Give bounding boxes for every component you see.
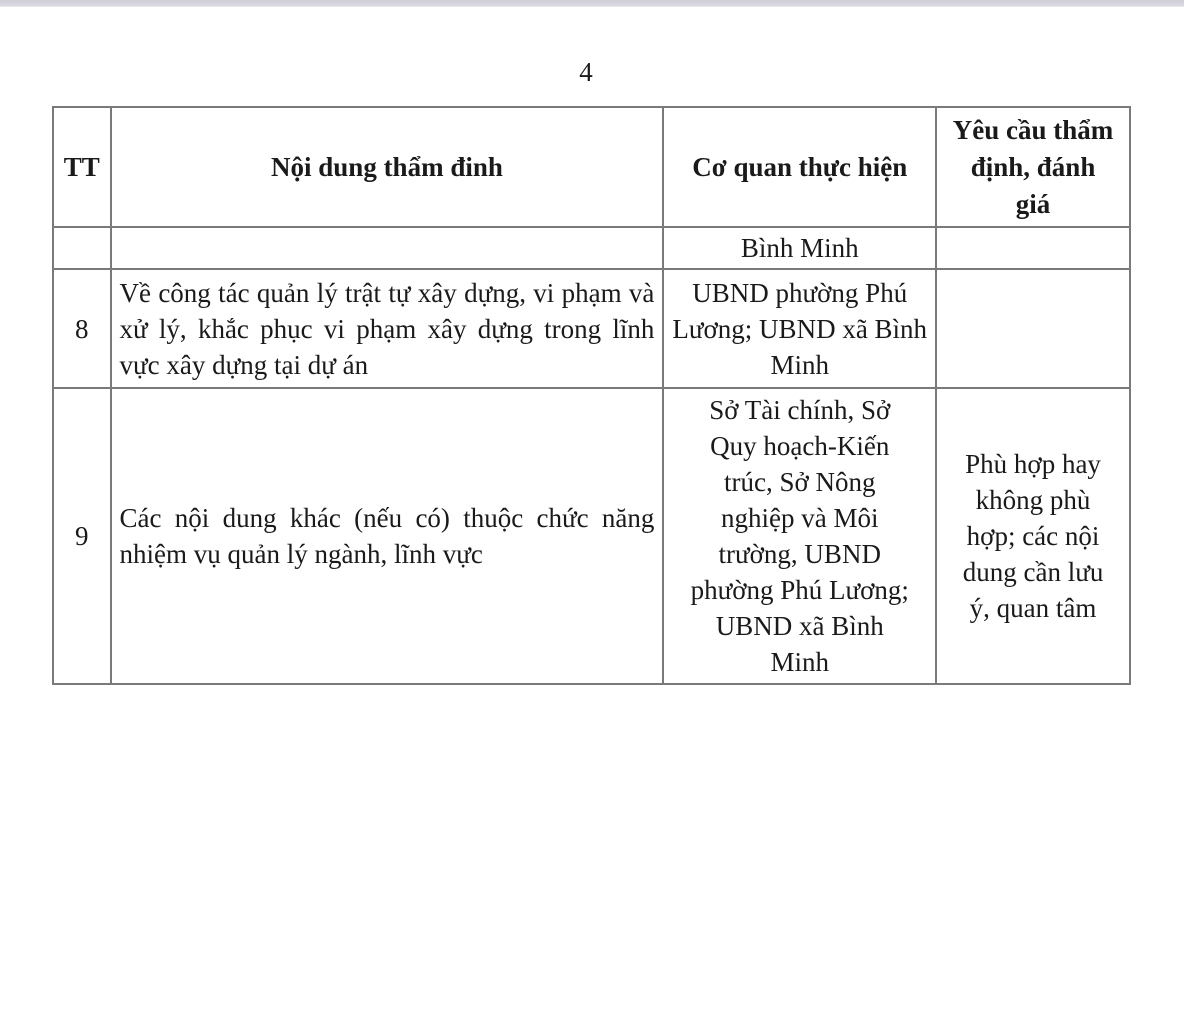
appraisal-table: [52, 106, 1131, 685]
cell-agency: Bình Minh: [663, 227, 936, 269]
cell-content: Về công tác quản lý trật tự xây dựng, vi phạm và xử lý, khắc phục vi phạm xây dựng trong lĩnh vực xây dựng tại dự án: [111, 269, 664, 388]
table-row: [53, 388, 1130, 684]
cell-tt: [53, 227, 111, 269]
cell-tt: 8: [53, 269, 111, 388]
header-tt: TT: [53, 107, 111, 227]
viewer-top-bar: [0, 0, 1184, 7]
cell-requirement: Phù hợp hay không phù hợp; các nội dung cần lưu ý, quan tâm: [936, 388, 1130, 684]
table-row: [53, 227, 1130, 269]
page-number: 4: [579, 57, 593, 87]
cell-agency: Sở Tài chính, Sở Quy hoạch-Kiến trúc, Sở Nông nghiệp và Môi trường, UBND phường Phú Lương; UBND xã Bình Minh: [663, 388, 936, 684]
header-content: Nội dung thẩm đinh: [111, 107, 664, 227]
cell-content: Các nội dung khác (nếu có) thuộc chức năng nhiệm vụ quản lý ngành, lĩnh vực: [111, 388, 664, 684]
cell-agency: UBND phường Phú Lương; UBND xã Bình Minh: [663, 269, 936, 388]
header-requirement-label: Yêu cầu thẩm định, đánh giá: [952, 114, 1114, 219]
header-requirement: [936, 107, 1130, 227]
header-agency: Cơ quan thực hiện: [663, 107, 936, 227]
table-header-row: [53, 107, 1130, 227]
cell-tt: 9: [53, 388, 111, 684]
cell-content: [111, 227, 664, 269]
table-row: [53, 269, 1130, 388]
cell-requirement: [936, 227, 1130, 269]
cell-requirement: [936, 269, 1130, 388]
